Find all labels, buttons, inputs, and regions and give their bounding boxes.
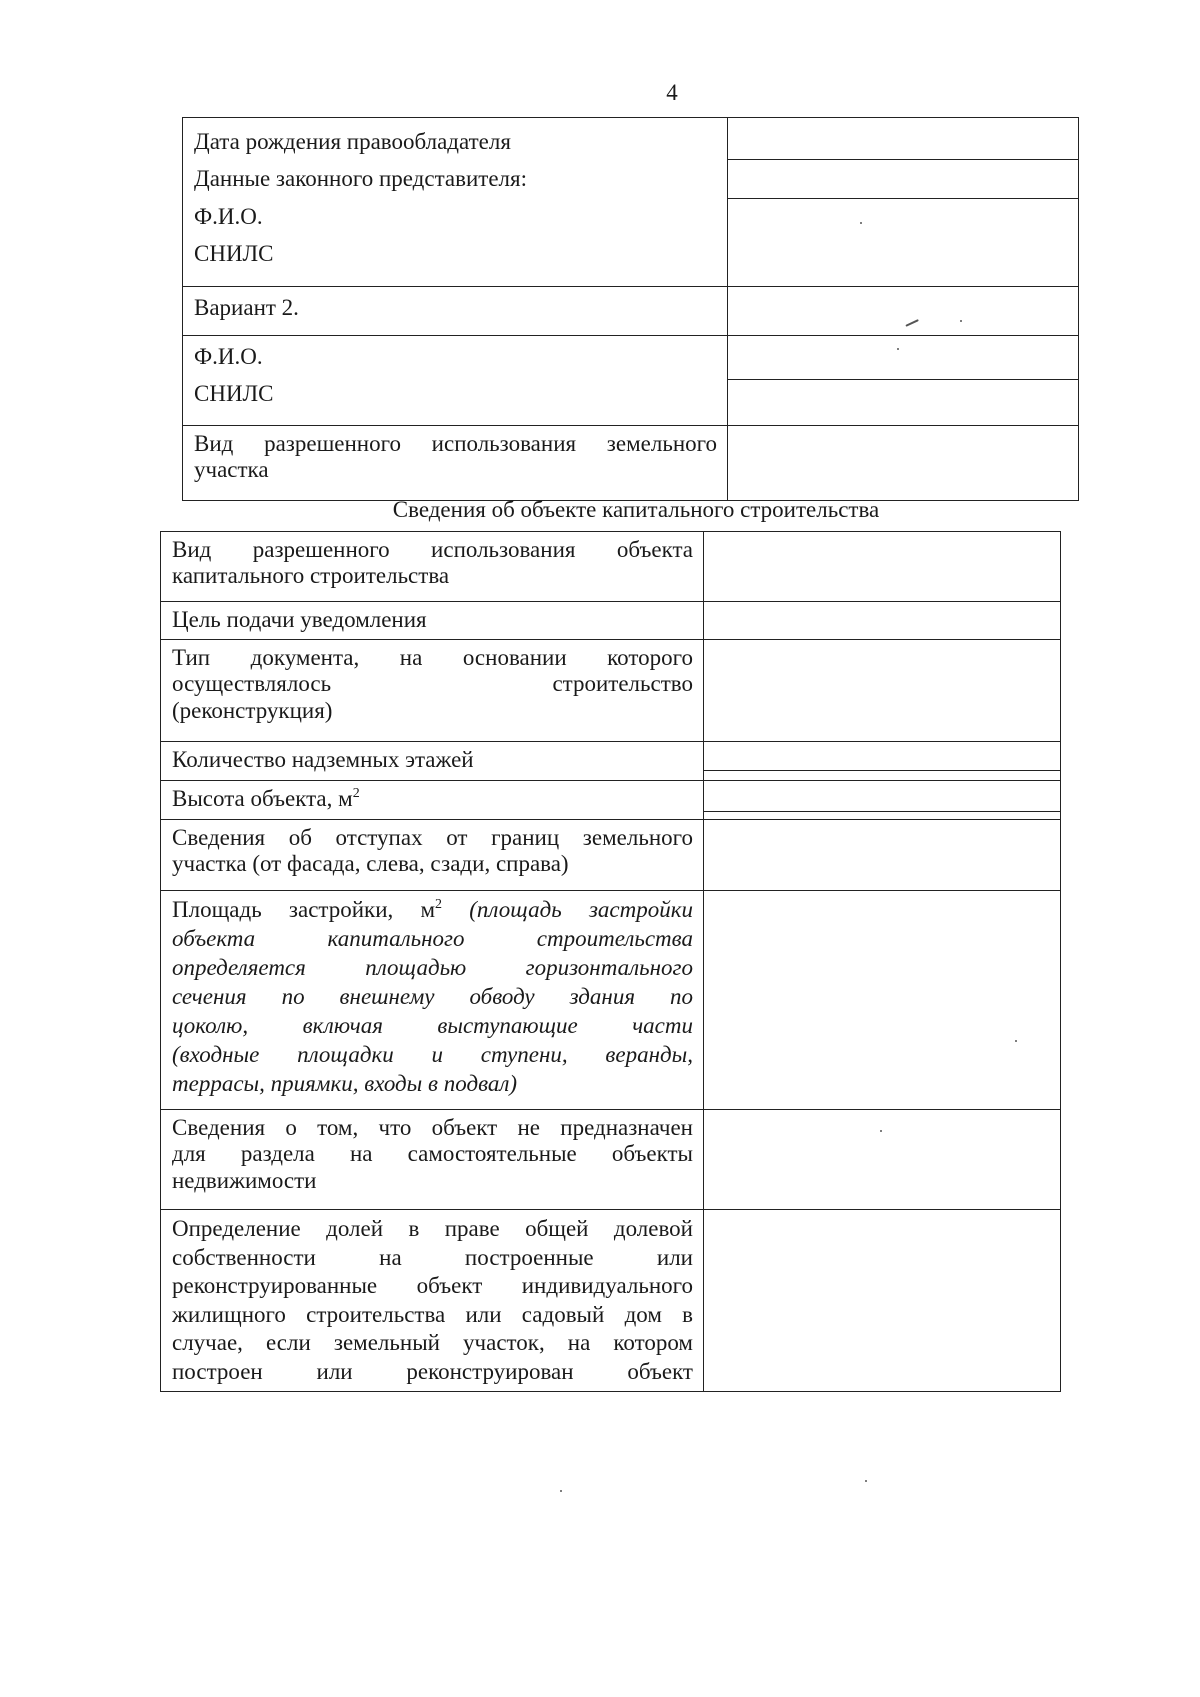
object-use-label-cont: капитального строительства xyxy=(172,563,450,589)
table-row xyxy=(161,891,1061,1110)
built-area-note: сечения по внешнему обводу здания по xyxy=(172,983,693,1009)
table-row xyxy=(161,742,1061,781)
construction-object-table xyxy=(160,531,1061,1392)
value-cell[interactable] xyxy=(728,118,1079,287)
object-use-label: Вид разрешенного использования объекта xyxy=(172,537,693,562)
label-cell xyxy=(161,820,704,891)
label-cell xyxy=(161,1210,704,1392)
label-cell xyxy=(161,640,704,742)
label-cell xyxy=(161,532,704,602)
value-cell[interactable] xyxy=(704,532,1061,602)
scan-speck xyxy=(560,1490,562,1492)
table-row xyxy=(183,118,1079,287)
scan-speck xyxy=(865,1480,867,1482)
snils-label: СНИЛС xyxy=(194,241,274,267)
snils-label: СНИЛС xyxy=(194,381,274,407)
shares-label-cont: реконструированные объект индивидуального xyxy=(172,1273,693,1299)
not-for-division-label: Сведения о том, что объект не предназначен xyxy=(172,1115,693,1140)
value-cell[interactable] xyxy=(728,336,1079,426)
scan-speck xyxy=(1015,1040,1017,1042)
land-use-label-cont: участка xyxy=(194,457,269,483)
document-type-label-cont: осуществлялось строительство xyxy=(172,671,693,697)
land-use-label: Вид разрешенного использования земельного xyxy=(194,431,717,456)
value-cell[interactable] xyxy=(728,426,1079,501)
table-row xyxy=(161,532,1061,602)
table-row xyxy=(161,781,1061,820)
scan-speck xyxy=(880,1130,882,1132)
notice-purpose-label: Цель подачи уведомления xyxy=(172,607,427,632)
value-cell[interactable] xyxy=(728,287,1079,336)
shares-label-cont: случае, если земельный участок, на котором xyxy=(172,1330,693,1356)
right-holder-table xyxy=(182,117,1079,501)
row-divider xyxy=(704,811,1060,812)
value-cell[interactable] xyxy=(704,602,1061,640)
built-area-note: террасы, приямки, входы в подвал) xyxy=(172,1070,518,1096)
shares-label-cont: собственности на построенные или xyxy=(172,1244,693,1270)
label-cell xyxy=(161,1110,704,1210)
floors-label: Количество надземных этажей xyxy=(172,747,474,772)
built-area-label: Площадь застройки, $м^2$ (площадь застройки xyxy=(172,897,693,922)
height-label: Высота объекта, $м^2$ xyxy=(172,786,360,811)
table-row xyxy=(183,336,1079,426)
fio-label: Ф.И.О. xyxy=(194,203,263,229)
birth-date-label: Дата рождения правообладателя xyxy=(194,129,511,154)
row-divider xyxy=(728,198,1078,199)
table-row xyxy=(183,426,1079,501)
table-row xyxy=(161,820,1061,891)
value-cell[interactable] xyxy=(704,820,1061,891)
value-cell[interactable] xyxy=(704,1110,1061,1210)
label-cell xyxy=(161,602,704,640)
section-title: Сведения об объекте капитального строительства xyxy=(392,497,880,522)
scan-speck xyxy=(897,348,899,350)
row-divider xyxy=(728,159,1078,160)
setbacks-label: Сведения об отступах от границ земельного xyxy=(172,825,693,850)
table-row xyxy=(183,287,1079,336)
label-cell xyxy=(161,742,704,781)
scan-speck xyxy=(960,320,962,322)
value-cell[interactable] xyxy=(704,742,1061,781)
label-cell xyxy=(183,118,728,287)
shares-label-cont: жилищного строительства или садовый дом в xyxy=(172,1301,693,1327)
row-divider xyxy=(704,770,1060,771)
label-cell xyxy=(183,336,728,426)
built-area-note: цоколю, включая выступающие части xyxy=(172,1012,693,1038)
table-row xyxy=(161,602,1061,640)
not-for-division-label-cont: для раздела на самостоятельные объекты xyxy=(172,1141,693,1167)
table-row xyxy=(161,1110,1061,1210)
built-area-note: объекта капитального строительства xyxy=(172,925,693,951)
shares-label: Определение долей в праве общей долевой xyxy=(172,1216,693,1241)
legal-representative-label: Данные законного представителя: xyxy=(194,166,527,192)
document-type-label: Тип документа, на основании которого xyxy=(172,645,693,670)
built-area-note: определяется площадью горизонтального xyxy=(172,954,693,980)
table-row xyxy=(161,640,1061,742)
table-row xyxy=(161,1210,1061,1392)
label-cell xyxy=(183,426,728,501)
page-number: 4 xyxy=(666,80,678,105)
value-cell[interactable] xyxy=(704,781,1061,820)
shares-label-cont: построен или реконструирован объект xyxy=(172,1358,693,1384)
variant-2-label: Вариант 2. xyxy=(194,295,299,320)
document-type-label-cont: (реконструкция) xyxy=(172,697,333,723)
value-cell[interactable] xyxy=(704,640,1061,742)
fio-label: Ф.И.О. xyxy=(194,344,263,369)
not-for-division-label-cont: недвижимости xyxy=(172,1167,317,1193)
label-cell xyxy=(183,287,728,336)
scan-speck xyxy=(860,222,862,224)
label-cell xyxy=(161,781,704,820)
row-divider xyxy=(728,379,1078,380)
built-area-note: (входные площадки и ступени, веранды, xyxy=(172,1041,693,1067)
value-cell[interactable] xyxy=(704,891,1061,1110)
value-cell[interactable] xyxy=(704,1210,1061,1392)
label-cell xyxy=(161,891,704,1110)
setbacks-label-cont: участка (от фасада, слева, сзади, справа) xyxy=(172,851,569,877)
